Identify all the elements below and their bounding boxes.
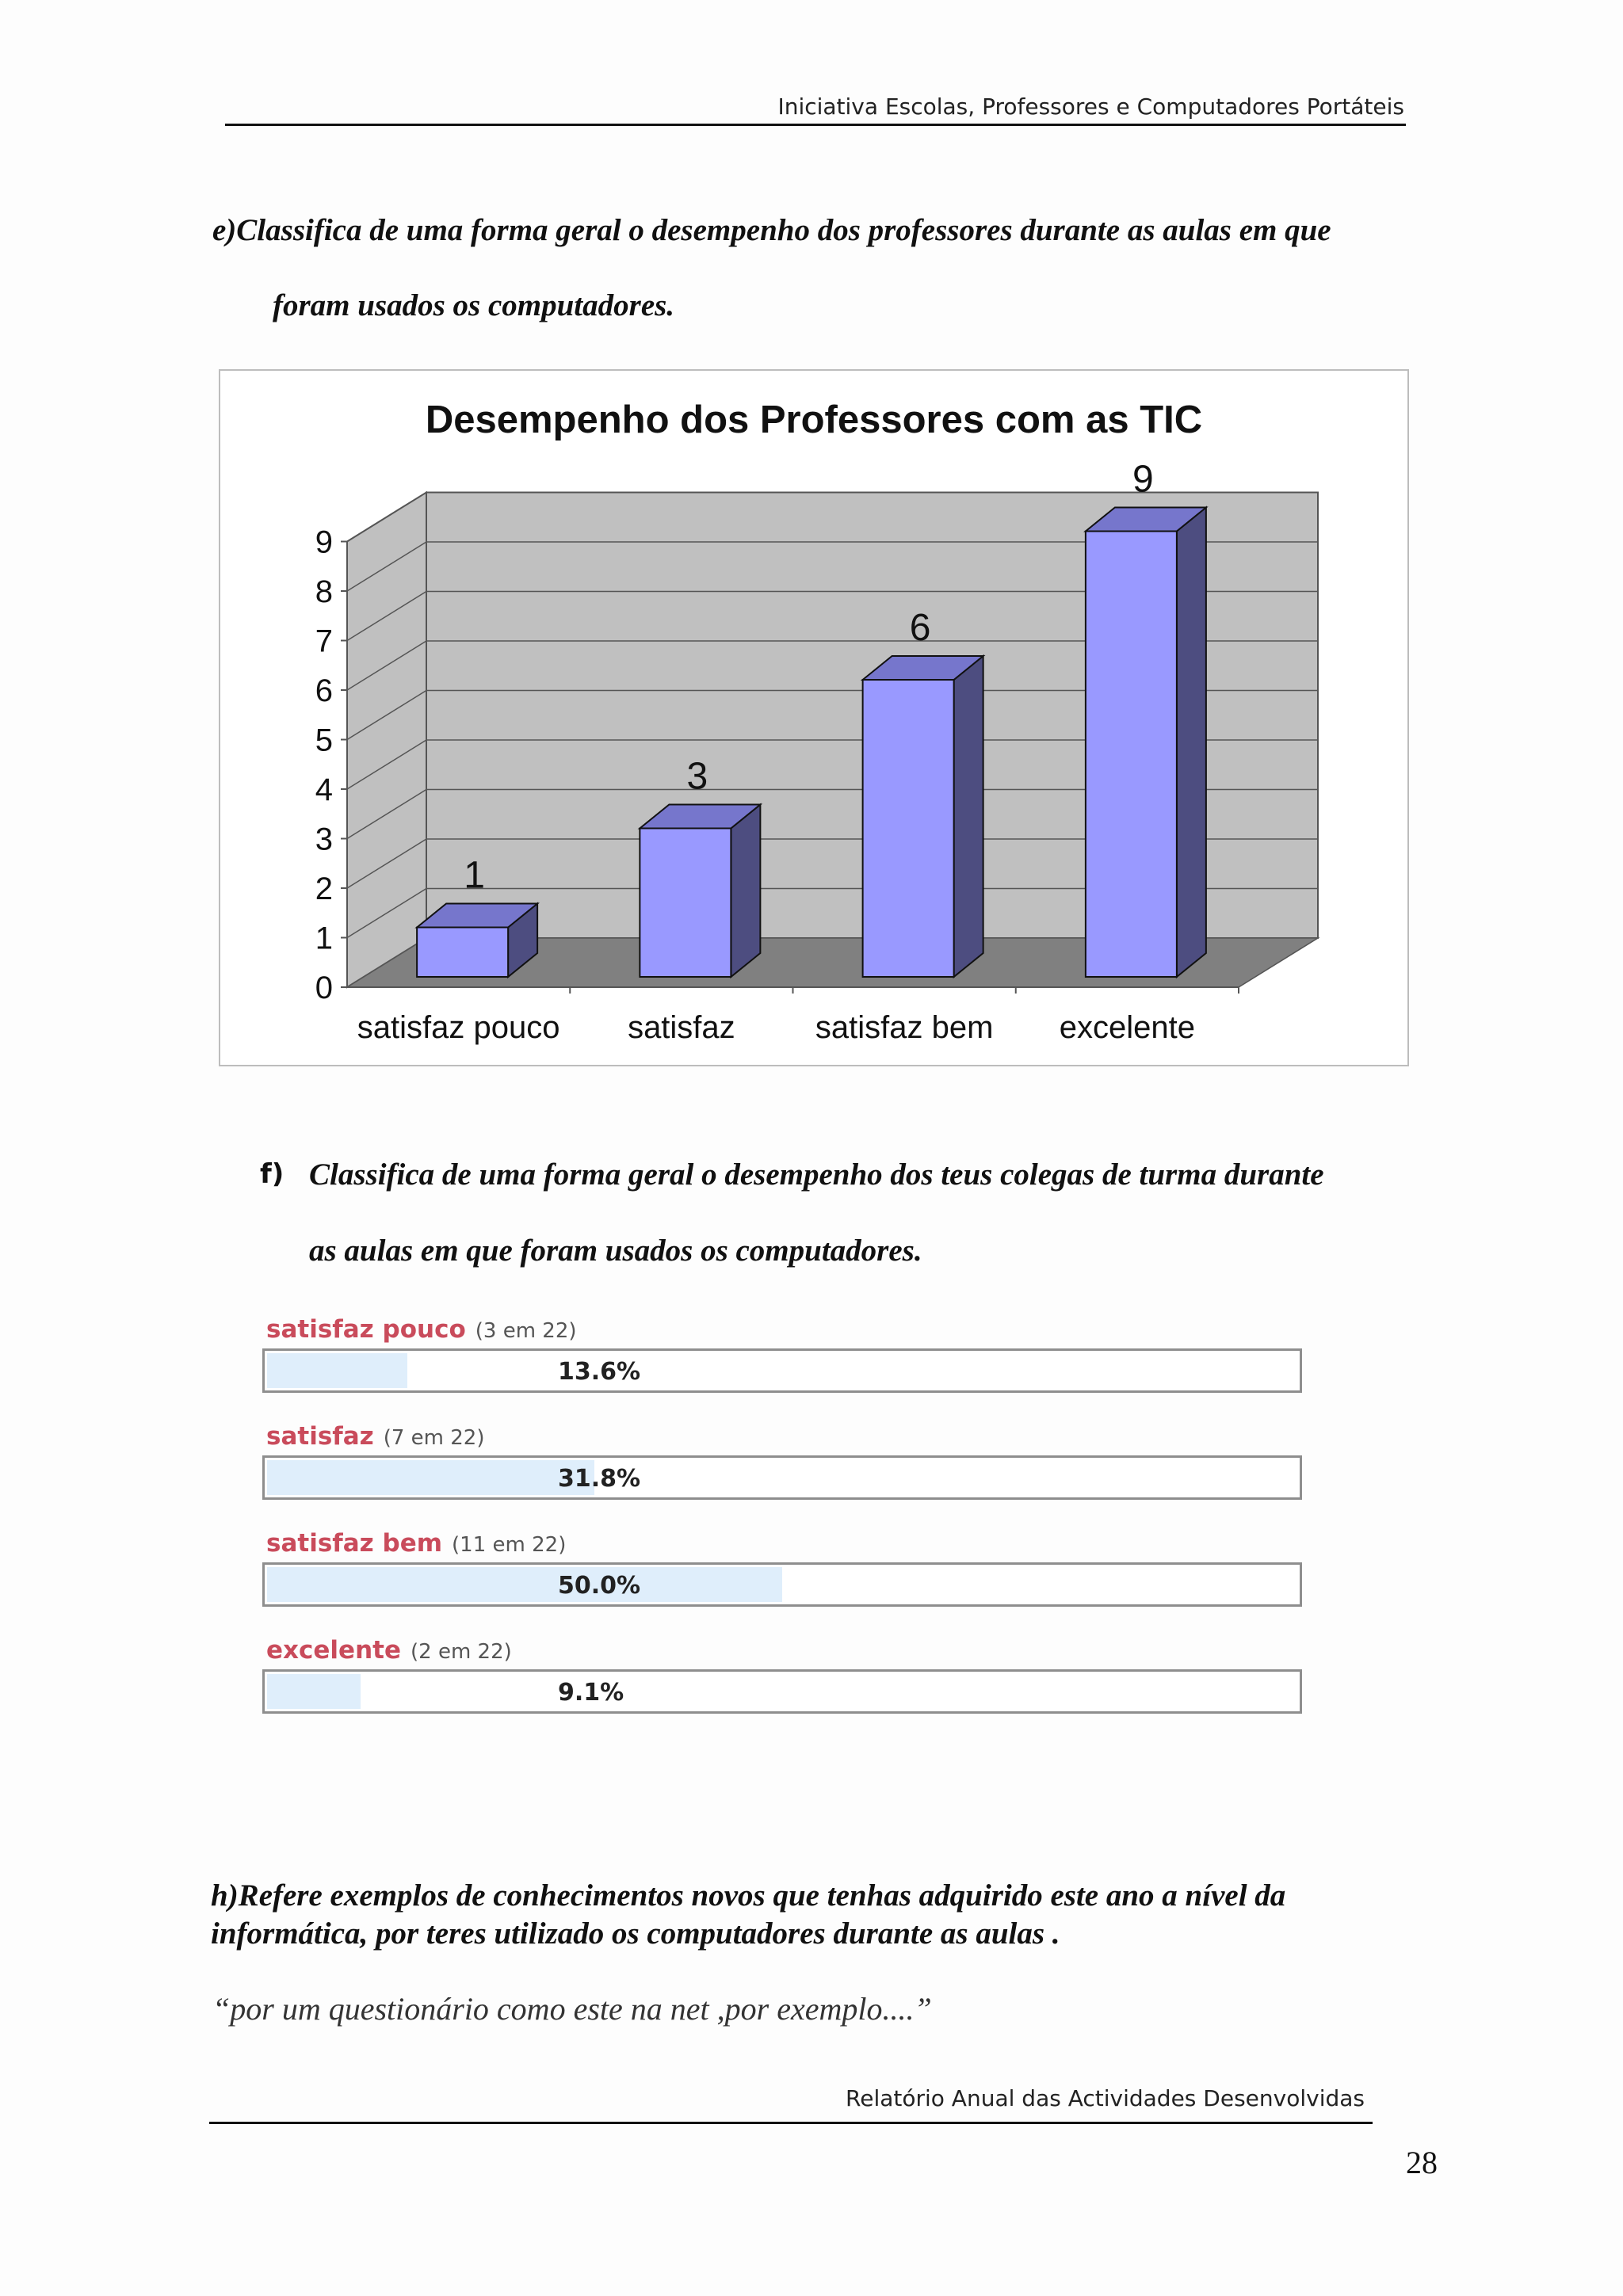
- x-tick-label: satisfaz: [628, 1010, 735, 1045]
- y-tick-label: 7: [315, 624, 333, 659]
- data-label: 1: [464, 854, 485, 897]
- question-f-marker: f): [260, 1158, 285, 1190]
- y-tick-label: 5: [315, 723, 333, 758]
- question-e-line1: e)Classifica de uma forma geral o desempenho dos professores durante as aulas em que: [212, 213, 1331, 247]
- poll-bar: [262, 1562, 1302, 1607]
- poll-bar: [262, 1348, 1302, 1393]
- bar-chart: [220, 371, 1407, 1065]
- question-e-line2: foram usados os computadores.: [273, 288, 675, 322]
- chart-title: Desempenho dos Professores com as TIC: [425, 399, 1203, 441]
- x-tick-label: satisfaz pouco: [357, 1010, 560, 1045]
- x-tick-label: satisfaz bem: [815, 1010, 994, 1045]
- poll-percent: 9.1%: [558, 1679, 624, 1707]
- poll-bar: [262, 1669, 1302, 1714]
- poll-percent: 31.8%: [558, 1465, 641, 1493]
- footer-rule: [209, 2122, 1373, 2124]
- bar: [1086, 532, 1177, 978]
- y-tick-label: 0: [315, 971, 333, 1005]
- page-header: Iniciativa Escolas, Professores e Computadores Portáteis: [777, 93, 1404, 120]
- poll-bar-fill: [267, 1567, 782, 1602]
- poll-bar-fill: [267, 1460, 594, 1495]
- question-f-line2: as aulas em que foram usados os computadores.: [309, 1234, 922, 1268]
- y-tick-label: 1: [315, 921, 333, 956]
- bar-side: [1177, 508, 1206, 978]
- chart-frame: [219, 369, 1409, 1066]
- data-label: 3: [686, 755, 708, 798]
- bar-side: [954, 656, 983, 977]
- question-f-line1: Classifica de uma forma geral o desempenho dos teus colegas de turma durante: [309, 1158, 1324, 1192]
- page-footer: Relatório Anual das Actividades Desenvolvidas: [846, 2085, 1365, 2111]
- data-label: 9: [1132, 458, 1154, 501]
- poll-item-label: satisfaz bem (11 em 22): [266, 1529, 567, 1558]
- poll-bar: [262, 1455, 1302, 1500]
- question-h-line1: h)Refere exemplos de conhecimentos novos que tenhas adquirido este ano a nível da: [211, 1878, 1286, 1913]
- y-tick-label: 2: [315, 871, 333, 906]
- question-h-line2: informática, por teres utilizado os computadores durante as aulas .: [211, 1917, 1060, 1951]
- bar: [640, 829, 731, 978]
- y-tick-label: 8: [315, 574, 333, 609]
- answer-h: “por um questionário como este na net ,por exemplo....”: [212, 1991, 932, 2027]
- bar: [863, 680, 954, 977]
- y-tick-label: 9: [315, 524, 333, 560]
- poll-percent: 13.6%: [558, 1358, 641, 1386]
- page-number: 28: [1406, 2145, 1438, 2180]
- poll-percent: 50.0%: [558, 1572, 641, 1600]
- data-label: 6: [909, 607, 931, 649]
- y-tick-label: 3: [315, 822, 333, 857]
- poll-bar-fill: [267, 1353, 407, 1388]
- y-tick-label: 6: [315, 673, 333, 708]
- bar: [417, 928, 508, 978]
- poll-item-label: satisfaz pouco (3 em 22): [266, 1315, 577, 1344]
- poll-bar-fill: [267, 1674, 361, 1709]
- y-tick-label: 4: [315, 772, 333, 807]
- x-tick-label: excelente: [1059, 1010, 1195, 1045]
- bar-side: [731, 805, 760, 978]
- poll-item-label: satisfaz (7 em 22): [266, 1422, 485, 1451]
- header-rule: [225, 124, 1406, 126]
- poll-item-label: excelente (2 em 22): [266, 1636, 512, 1665]
